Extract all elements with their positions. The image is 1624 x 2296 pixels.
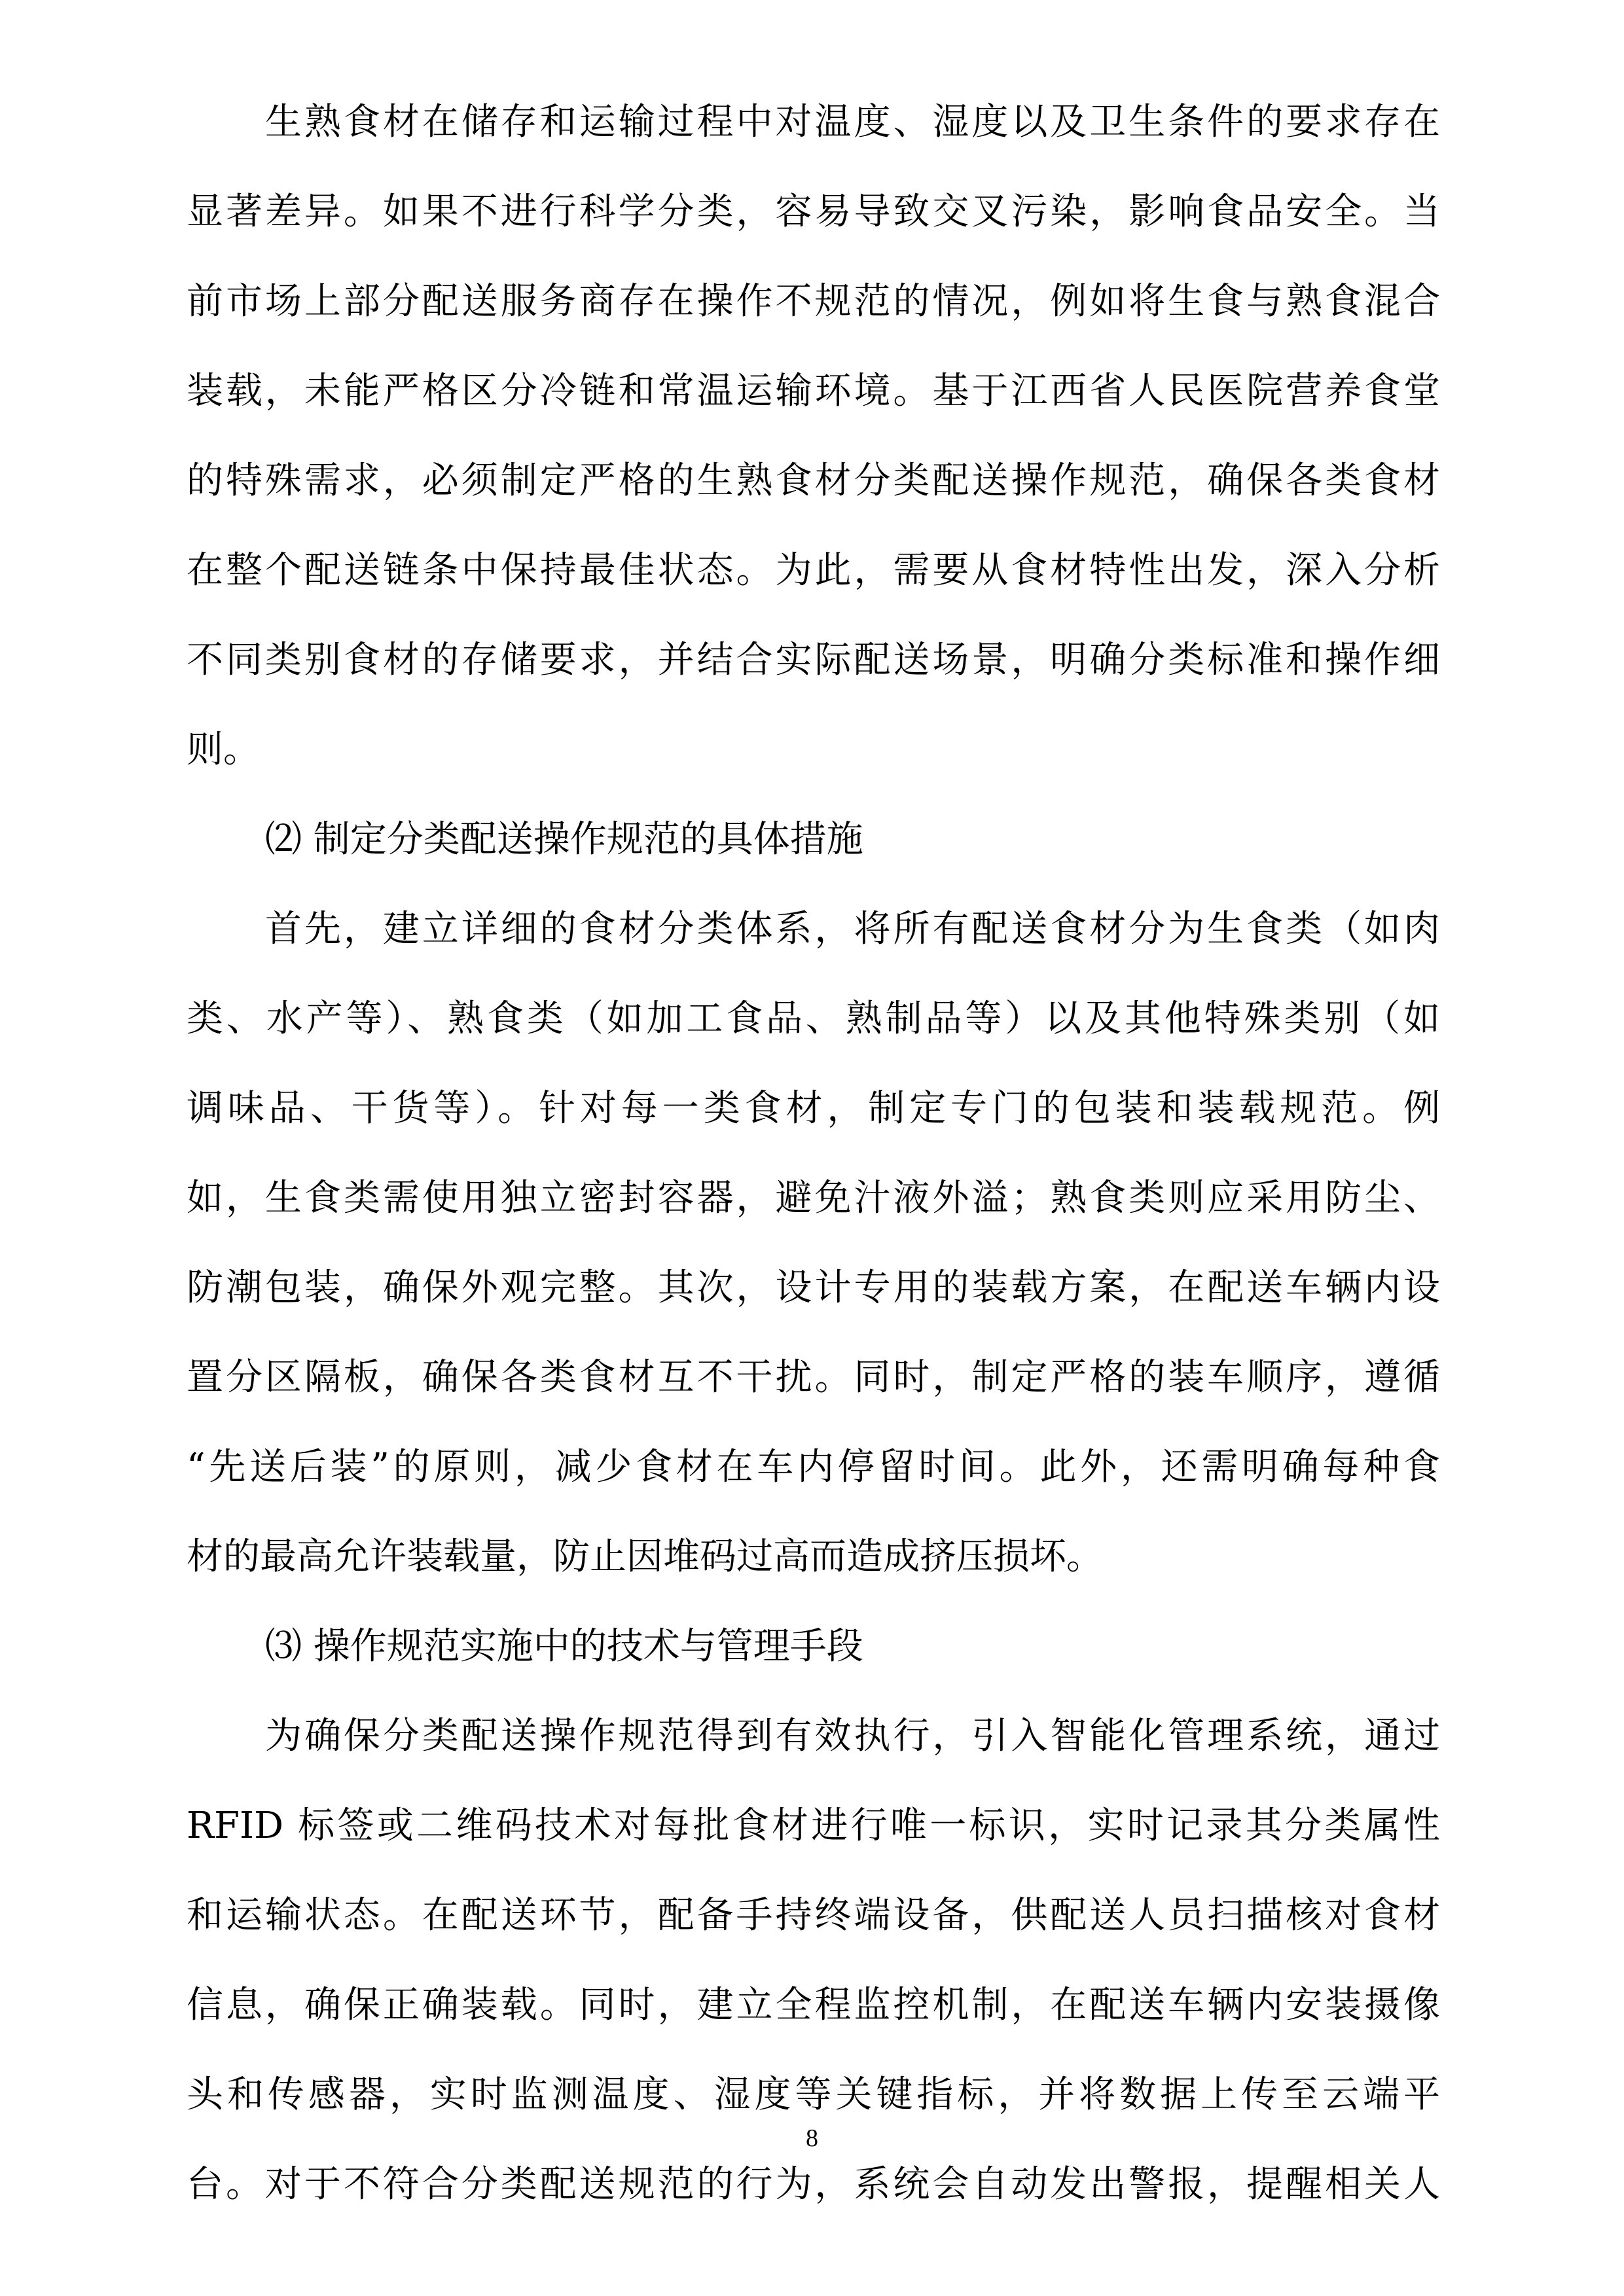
text-line: ⑶ 操作规范实施中的技术与管理手段	[265, 1625, 863, 1668]
text-line: 前市场上部分配送服务商存在操作不规范的情况，例如将生食与熟食混合	[187, 280, 1440, 323]
text-line: 和运输状态。在配送环节，配备手持终端设备，供配送人员扫描核对食材	[187, 1894, 1440, 1937]
text-line: 显著差异。如果不进行科学分类，容易导致交叉污染，影响食品安全。当	[187, 190, 1440, 233]
text-line: 如，生食类需使用独立密封容器，避免汁液外溢；熟食类则应采用防尘、	[187, 1177, 1440, 1219]
text-line: 在整个配送链条中保持最佳状态。为此，需要从食材特性出发，深入分析	[187, 549, 1440, 592]
text-line: 生熟食材在储存和运输过程中对温度、湿度以及卫生条件的要求存在	[265, 101, 1440, 143]
text-line: 则。	[187, 728, 260, 771]
text-line: 的特殊需求，必须制定严格的生熟食材分类配送操作规范，确保各类食材	[187, 459, 1440, 502]
text-line: 置分区隔板，确保各类食材互不干扰。同时，制定严格的装车顺序，遵循	[187, 1356, 1440, 1399]
text-line: “先送后装”的原则，减少食材在车内停留时间。此外，还需明确每种食	[187, 1446, 1440, 1488]
text-line: 装载，未能严格区分冷链和常温运输环境。基于江西省人民医院营养食堂	[187, 370, 1440, 412]
page-number: 8	[806, 2125, 818, 2152]
text-line: 台。对于不符合分类配送规范的行为，系统会自动发出警报，提醒相关人	[187, 2163, 1440, 2206]
text-line: RFID 标签或二维码技术对每批食材进行唯一标识，实时记录其分类属性	[187, 1804, 1440, 1847]
text-line: 类、水产等）、熟食类（如加工食品、熟制品等）以及其他特殊类别（如	[187, 997, 1440, 1040]
text-line: 首先，建立详细的食材分类体系，将所有配送食材分为生食类（如肉	[265, 908, 1440, 950]
text-line: ⑵ 制定分类配送操作规范的具体措施	[265, 818, 863, 861]
text-line: 信息，确保正确装载。同时，建立全程监控机制，在配送车辆内安装摄像	[187, 1984, 1440, 2026]
text-line: 防潮包装，确保外观完整。其次，设计专用的装载方案，在配送车辆内设	[187, 1266, 1440, 1309]
text-line: 为确保分类配送操作规范得到有效执行，引入智能化管理系统，通过	[265, 1715, 1440, 1757]
text-line: 不同类别食材的存储要求，并结合实际配送场景，明确分类标准和操作细	[187, 639, 1440, 681]
text-line: 材的最高允许装载量，防止因堆码过高而造成挤压损坏。	[187, 1535, 1103, 1578]
text-line: 头和传感器，实时监测温度、湿度等关键指标，并将数据上传至云端平	[187, 2073, 1440, 2116]
body-text	[187, 77, 1440, 2229]
text-line: 调味品、干货等）。针对每一类食材，制定专门的包装和装载规范。例	[187, 1087, 1440, 1130]
